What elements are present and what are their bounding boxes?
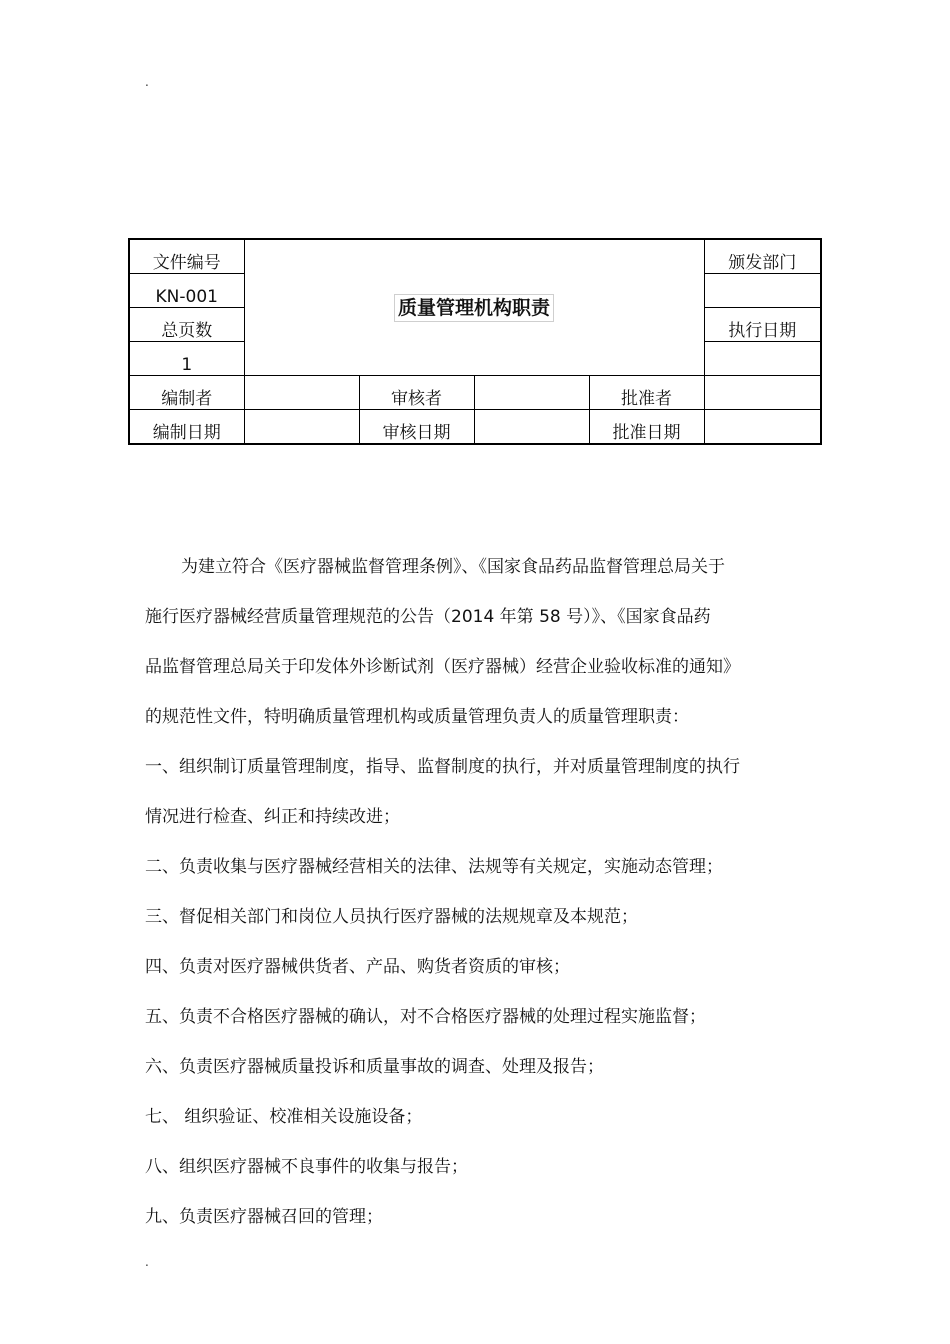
duty-item-line: 二、负责收集与医疗器械经营相关的法律、法规等有关规定，实施动态管理； xyxy=(145,857,723,877)
document-header-table xyxy=(128,238,822,445)
author-label: 编制者 xyxy=(129,376,244,410)
document-title: 质量管理机构职责 xyxy=(394,294,554,322)
review-date-label: 审核日期 xyxy=(359,410,474,445)
duty-item-line: 七、 组织验证、校准相关设施设备； xyxy=(145,1107,423,1127)
intro-line: 为建立符合《医疗器械监督管理条例》、《国家食品药品监督管理总局关于 xyxy=(181,557,725,577)
total-pages-label: 总页数 xyxy=(129,308,244,342)
file-number-label: 文件编号 xyxy=(129,239,244,274)
title-cell xyxy=(244,239,704,376)
approve-date-label: 批准日期 xyxy=(589,410,704,445)
duty-item-line: 六、负责医疗器械质量投诉和质量事故的调查、处理及报告； xyxy=(145,1057,604,1077)
author-date-value xyxy=(244,410,359,445)
exec-date-label: 执行日期 xyxy=(704,308,821,342)
duty-item-line: 九、负责医疗器械召回的管理； xyxy=(145,1207,383,1227)
author-value xyxy=(244,376,359,410)
issuing-dept-label: 颁发部门 xyxy=(704,239,821,274)
review-date-value xyxy=(474,410,589,445)
total-pages-value: 1 xyxy=(129,342,244,376)
intro-line: 的规范性文件，特明确质量管理机构或质量管理负责人的质量管理职责： xyxy=(145,707,689,727)
duty-item-line: 四、负责对医疗器械供货者、产品、购货者资质的审核； xyxy=(145,957,570,977)
issuing-dept-value xyxy=(704,274,821,308)
intro-line: 品监督管理总局关于印发体外诊断试剂（医疗器械）经营企业验收标准的通知》 xyxy=(145,657,740,677)
page-bottom-mark: . xyxy=(145,1255,149,1269)
duty-item-line: 三、督促相关部门和岗位人员执行医疗器械的法规规章及本规范； xyxy=(145,907,638,927)
approver-label: 批准者 xyxy=(589,376,704,410)
intro-line: 施行医疗器械经营质量管理规范的公告（2014 年第 58 号）》、《国家食品药 xyxy=(145,607,711,627)
approve-date-value xyxy=(704,410,821,445)
duty-item-line: 情况进行检查、纠正和持续改进； xyxy=(145,807,400,827)
document-body xyxy=(145,542,810,1242)
author-date-label: 编制日期 xyxy=(129,410,244,445)
file-number-value: KN-001 xyxy=(129,274,244,308)
reviewer-value xyxy=(474,376,589,410)
duty-item-line: 五、负责不合格医疗器械的确认，对不合格医疗器械的处理过程实施监督； xyxy=(145,1007,706,1027)
duty-item-line: 八、组织医疗器械不良事件的收集与报告； xyxy=(145,1157,468,1177)
approver-value xyxy=(704,376,821,410)
duty-item-line: 一、组织制订质量管理制度，指导、监督制度的执行，并对质量管理制度的执行 xyxy=(145,757,740,777)
exec-date-value xyxy=(704,342,821,376)
page-top-mark: . xyxy=(145,75,149,89)
reviewer-label: 审核者 xyxy=(359,376,474,410)
